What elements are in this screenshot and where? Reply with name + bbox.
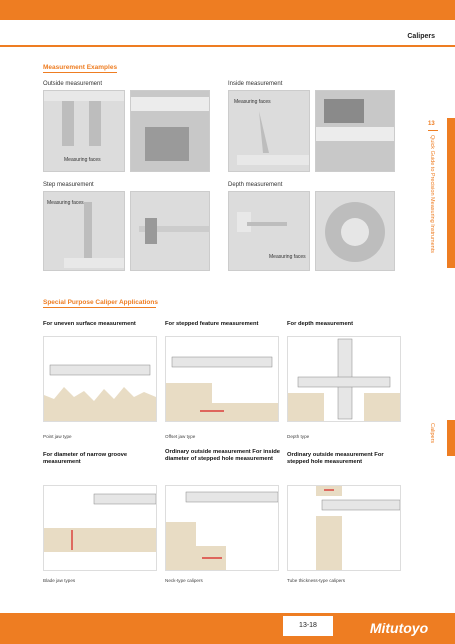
caliper-workpiece-illustration <box>131 91 209 171</box>
app-heading-neck: Ordinary outside measurement For inside diameter of stepped hole measurement <box>165 449 281 462</box>
step-measurement-photo-2 <box>130 191 210 271</box>
caption-tube-thickness: Tube thickness-type calipers <box>287 578 346 583</box>
caption-depth-type: Depth type <box>287 434 310 439</box>
tube-thickness-diagram <box>287 485 401 571</box>
depth-measurement-photo-2 <box>315 191 395 271</box>
side-section-text: Calipers <box>429 423 435 444</box>
app-heading-tube-thickness: Ordinary outside measurement For stepped hole measurement <box>287 452 384 465</box>
caption-blade-jaw: Blade jaw types <box>43 578 76 583</box>
depth-measurement-label: Depth measurement <box>228 182 283 188</box>
neck-type-illustration <box>166 486 278 570</box>
inside-faces-label: Measuring faces <box>234 99 271 105</box>
blade-jaw-diagram <box>43 485 157 571</box>
chapter-number: 13 <box>428 121 435 127</box>
side-rule <box>428 130 438 131</box>
section-underline <box>43 72 117 73</box>
section-underline <box>43 307 156 308</box>
depth-type-diagram <box>287 336 401 422</box>
point-jaw-diagram <box>43 336 157 422</box>
caption-point-jaw: Point jaw type <box>43 434 72 439</box>
depth-type-illustration <box>288 337 400 421</box>
outside-measurement-label: Outside measurement <box>43 81 103 87</box>
header-rule <box>0 45 455 47</box>
inside-measurement-photo-2 <box>315 90 395 172</box>
caption-offset-jaw: Offset jaw type <box>165 434 196 439</box>
page-number: 13-18 <box>283 616 333 636</box>
app-heading-uneven: For uneven surface measurement <box>43 321 136 327</box>
caliper-bore-illustration <box>316 91 394 171</box>
side-tab-section <box>447 420 455 456</box>
outside-measurement-photo <box>43 90 125 172</box>
app-heading-narrow-groove: For diameter of narrow groove measurement <box>43 452 128 465</box>
outside-faces-label: Measuring faces <box>64 157 101 163</box>
outside-measurement-photo-2 <box>130 90 210 172</box>
step-measurement-label: Step measurement <box>43 182 94 188</box>
side-guide-text: Quick Guide to Precision Measuring Instruments <box>429 135 435 253</box>
side-tab-guide <box>447 118 455 268</box>
offset-jaw-illustration <box>166 337 278 421</box>
step-measurement-photo <box>43 191 125 271</box>
point-jaw-illustration <box>44 337 156 421</box>
depth-faces-label: Measuring faces <box>269 254 306 260</box>
measurement-examples-title: Measurement Examples <box>43 64 118 71</box>
tube-thickness-illustration <box>288 486 400 570</box>
offset-jaw-diagram <box>165 336 279 422</box>
caption-neck-type: Neck-type calipers <box>165 578 203 583</box>
depth-measurement-photo <box>228 191 310 271</box>
caliper-step-workpiece-illustration <box>131 192 209 270</box>
app-heading-depth: For depth measurement <box>287 321 354 327</box>
special-purpose-title: Special Purpose Caliper Applications <box>43 299 158 306</box>
blade-jaw-illustration <box>44 486 156 570</box>
inside-measurement-photo <box>228 90 310 172</box>
app-heading-stepped: For stepped feature measurement <box>165 321 259 327</box>
neck-type-diagram <box>165 485 279 571</box>
inside-measurement-label: Inside measurement <box>228 81 283 87</box>
step-faces-label: Measuring faces <box>47 200 84 206</box>
page-header-title: Calipers <box>407 33 435 40</box>
top-accent-bar <box>0 0 455 20</box>
caliper-depth-workpiece-illustration <box>316 192 394 270</box>
mitutoyo-logo: Mitutoyo <box>343 613 455 644</box>
